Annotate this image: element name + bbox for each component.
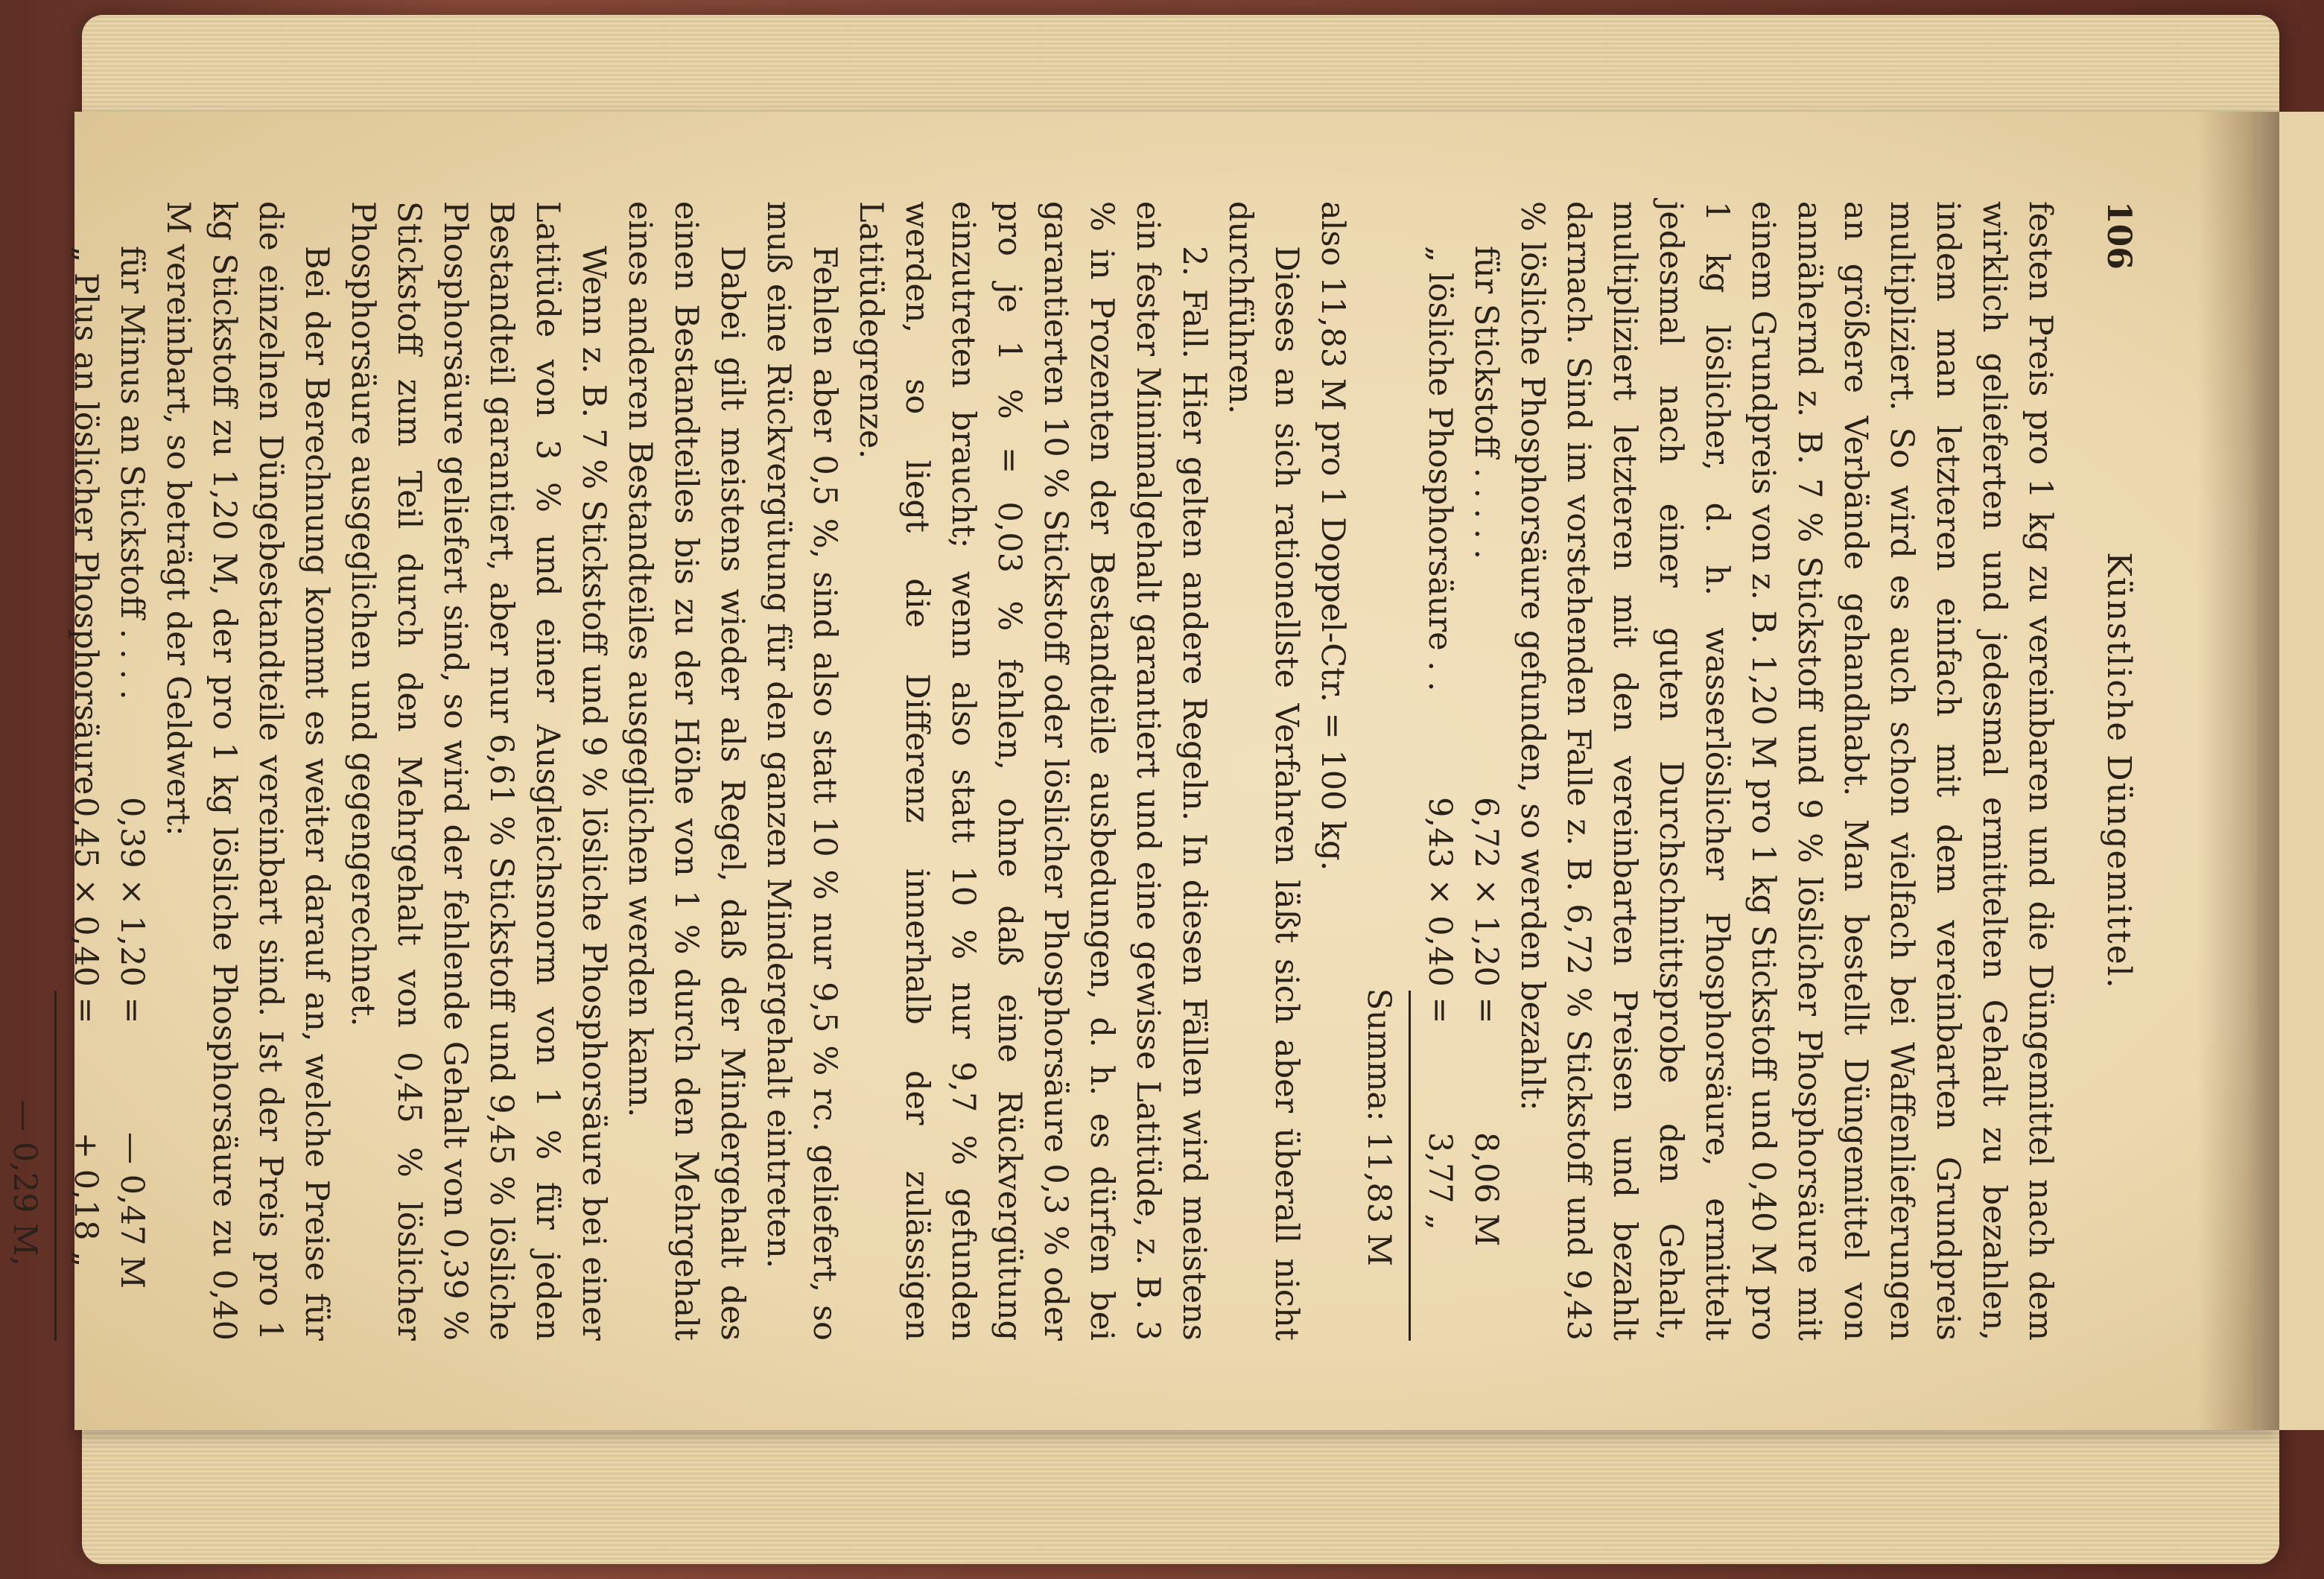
calc-expression: 0,39 × 1,20 = [113,797,150,1024]
calc-label: „ lösliche Phosphorsäure . . [1421,246,1458,692]
page-number: 106 [2100,201,2138,270]
paragraph: 2. Fall. Hier gelten andere Regeln. In diesen Fällen wird meistens ein fester Minimalgehalt garantiert und eine gewisse Latitüde, z. B. 3 % in Prozenten der Bestandteile ausbedungen, d. h. es dürfen bei garantierten 10 % Stickstoff oder löslicher Phosphorsäure 0,3 % oder pro je 1 % = 0,03 % fehlen, ohne daß eine Rückvergütung einzutreten braucht; wenn also statt 10 % nur 9,7 % gefunden werden, so liegt die Differenz innerhalb der zulässigen Latitüdegrenze. [852,201,1213,1341]
calc-result: + 0,18 „ [67,1132,104,1268]
paragraph: festen Preis pro 1 kg zu vereinbaren und die Düngemittel nach dem wirklich gelieferten und jedesmal ermittelten Gehalt zu bezahlen, indem man letzteren einfach mit dem vereinbarten Grundpreis multipliziert. So wird es auch schon vielfach bei Waffenlieferungen an größere Verbände gehandhabt. Man bestellt Düngemittel von annähernd z. B. 7 % Stickstoff und 9 % löslicher Phosphorsäure mit einem Grundpreis von z. B. 1,20 M pro 1 kg Stickstoff und 0,40 M pro 1 kg löslicher, d. h. wasserlöslicher Phosphorsäure, ermittelt jedesmal nach einer guten Durchschnittsprobe den Gehalt, multipliziert letzteren mit den vereinbarten Preisen und bezahlt darnach. Sind im vorstehenden Falle z. B. 6,72 % Stickstoff und 9,43 % lösliche Phosphorsäure gefunden, so werden bezahlt: [1514,201,2059,1341]
calc-label: für Minus an Stickstoff . . . . [113,246,150,700]
sum-rule [48,201,63,1341]
paragraph: Bei der Berechnung kommt es weiter darauf an, welche Preise für die einzelnen Düngebestandteile vereinbart sind. Ist der Preis pro 1 kg Stickstoff zu 1,20 M, der pro 1 kg lösliche Phosphorsäure zu 0,40 M vereinbart, so beträgt der Geldwert: [159,201,335,1341]
paragraph: Fehlen aber 0,5 %, sind also statt 10 % nur 9,5 % rc. geliefert, so muß eine Rückvergütung für den ganzen Mindergehalt eintreten. [760,201,843,1341]
paragraph: Dabei gilt meistens wieder als Regel, daß der Mindergehalt des einen Bestandteiles bis zu der Höhe von 1 % durch den Mehrgehalt eines anderen Bestandteiles ausgeglichen werden kann. [621,201,751,1341]
paragraph [0,201,1,1341]
calc-row [1417,201,1463,1341]
rotated-page-content [6,112,2279,1430]
calc-row [63,201,109,1341]
calc-expression: 9,43 × 0,40 = [1421,797,1458,1024]
paragraph: Wenn z. B. 7 % Stickstoff und 9 % lösliche Phosphorsäure bei einer Latitüde von 3 % und einer Ausgleichsnorm von 1 % für jeden Bestandteil garantiert, aber nur 6,61 % Stickstoff und 9,45 % lösliche Phosphorsäure geliefert sind, so wird der fehlende Gehalt von 0,39 % Stickstoff zum Teil durch den Mehrgehalt von 0,45 % löslicher Phosphorsäure ausgeglichen und gegengerechnet. [344,201,612,1341]
calc-row [109,201,155,1341]
calc-row [1463,201,1509,1341]
paragraph: Dieses an sich rationellste Verfahren läßt sich aber überall nicht durchführen. [1222,201,1305,1341]
calc-expression: 6,72 × 1,20 = [1467,797,1505,1024]
sum-line: Summa: 11,83 M [1360,988,1397,1266]
running-title: Künstliche Düngemittel. [2100,552,2138,990]
sum-line: — 0,29 M, [6,1099,43,1266]
body-text [0,201,2063,1341]
calc-label: „ Plus an löslicher Phosphorsäure [67,246,104,795]
page-header [2093,201,2138,1341]
sum-rule [1402,201,1417,1341]
calc-label: für Stickstoff . . . . . [1467,246,1505,559]
calc-result: — 0,47 M [113,1132,150,1289]
calc-expression: 0,45 × 0,40 = [67,797,104,1024]
paragraph: also 11,83 M pro 1 Doppel-Ctr. = 100 kg. [1314,201,1351,871]
calc-result: 8,06 M [1467,1132,1505,1247]
calc-result: 3,77 „ [1421,1132,1458,1230]
